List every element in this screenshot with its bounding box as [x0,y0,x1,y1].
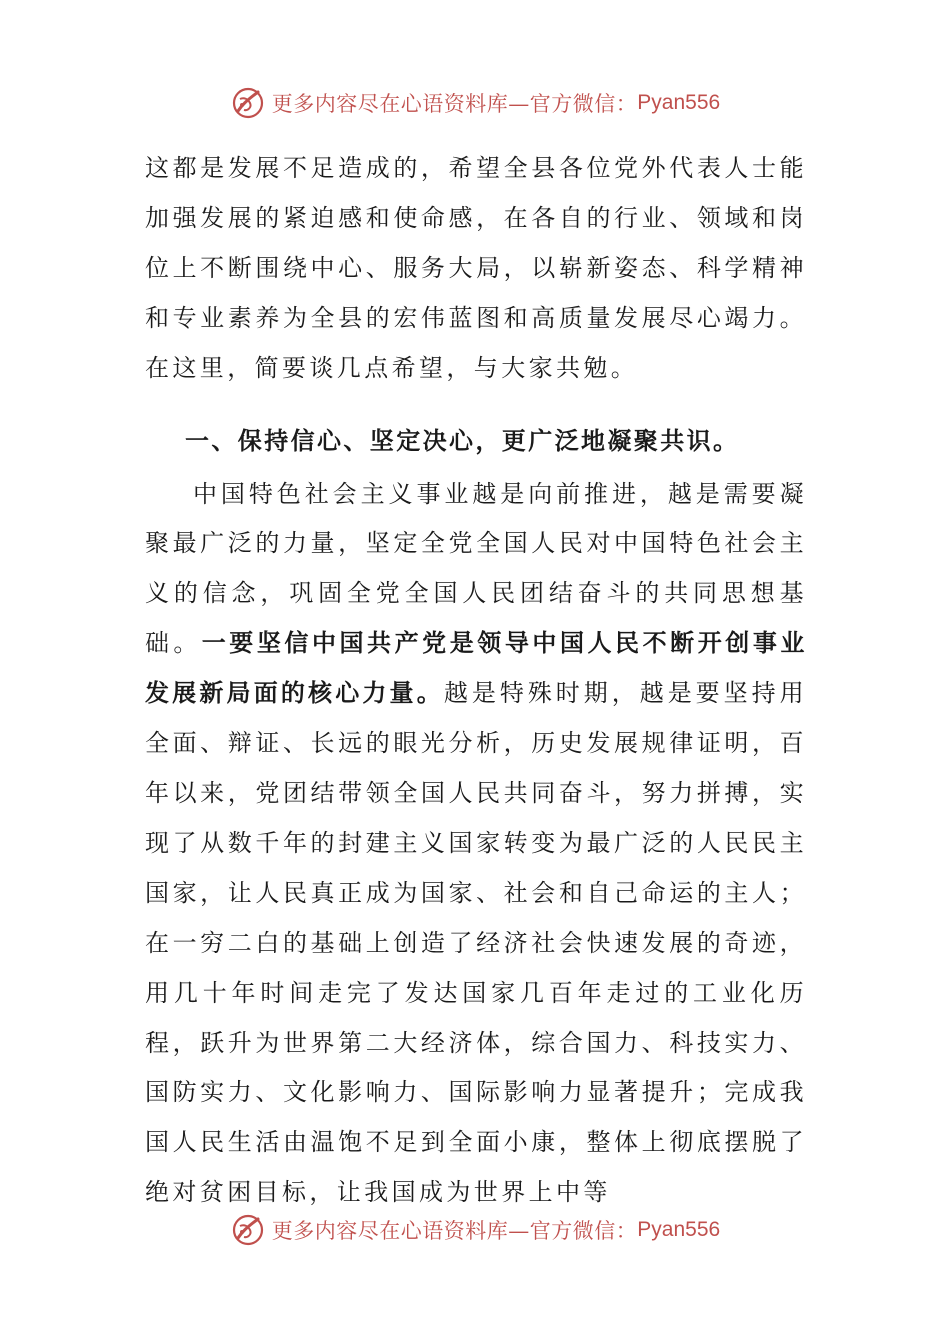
paragraph-main-start: 中国特色社会主义事业越是向前推进，越是需要凝聚最广泛的力量，坚定全党全国人民对中国特色社会主义的信念，巩固全党全国人民团结奋斗的共同思想基础。 [145,479,807,658]
paragraph-main-rest: 越是特殊时期，越是要坚持用全面、辩证、长远的眼光分析，历史发展规律证明，百年以来，党团结带领全国人民共同奋斗，努力拼搏，实现了从数千年的封建主义国家转变为最广泛的人民民主国家，让人民真正成为国家、社会和自己命运的主人；在一穷二白的基础上创造了经济社会快速发展的奇迹，用几十年时间走完了发达国家几百年走过的工业化历程，跃升为世界第二大经济体，综合国力、科技实力、国防实力、文化影响力、国际影响力显著提升；完成我国人民生活由温饱不足到全面小康，整体上彻底摆脱了绝对贫困目标，让我国成为世界上中等 [145,679,807,1207]
section-heading-1: 一、保持信心、坚定决心，更广泛地凝聚共识。 [185,426,740,455]
watermark-wechat-id: Pyan556 [637,1218,721,1241]
watermark-wechat-id: Pyan556 [637,91,721,114]
watermark-text: 更多内容尽在心语资料库—官方微信： [271,1219,638,1243]
pen-seal-icon [230,1212,266,1248]
watermark-text: 更多内容尽在心语资料库—官方微信： [271,92,638,116]
footer-watermark [0,1210,950,1250]
paragraph-main [145,470,807,1219]
paragraph-intro: 这都是发展不足造成的，希望全县各位党外代表人士能加强发展的紧迫感和使命感，在各自的行业、领域和岗位上不断围绕中心、服务大局，以崭新姿态、科学精神和专业素养为全县的宏伟蓝图和高质量发展尽心竭力。在这里，简要谈几点希望，与大家共勉。 [145,154,807,382]
header-watermark [0,83,950,123]
document-body [145,144,807,1218]
paragraph-main-bold: 一要坚信中国共产党是领导中国人民不断开创事业发展新局面的核心力量。 [145,629,807,708]
pen-seal-icon [230,85,266,121]
